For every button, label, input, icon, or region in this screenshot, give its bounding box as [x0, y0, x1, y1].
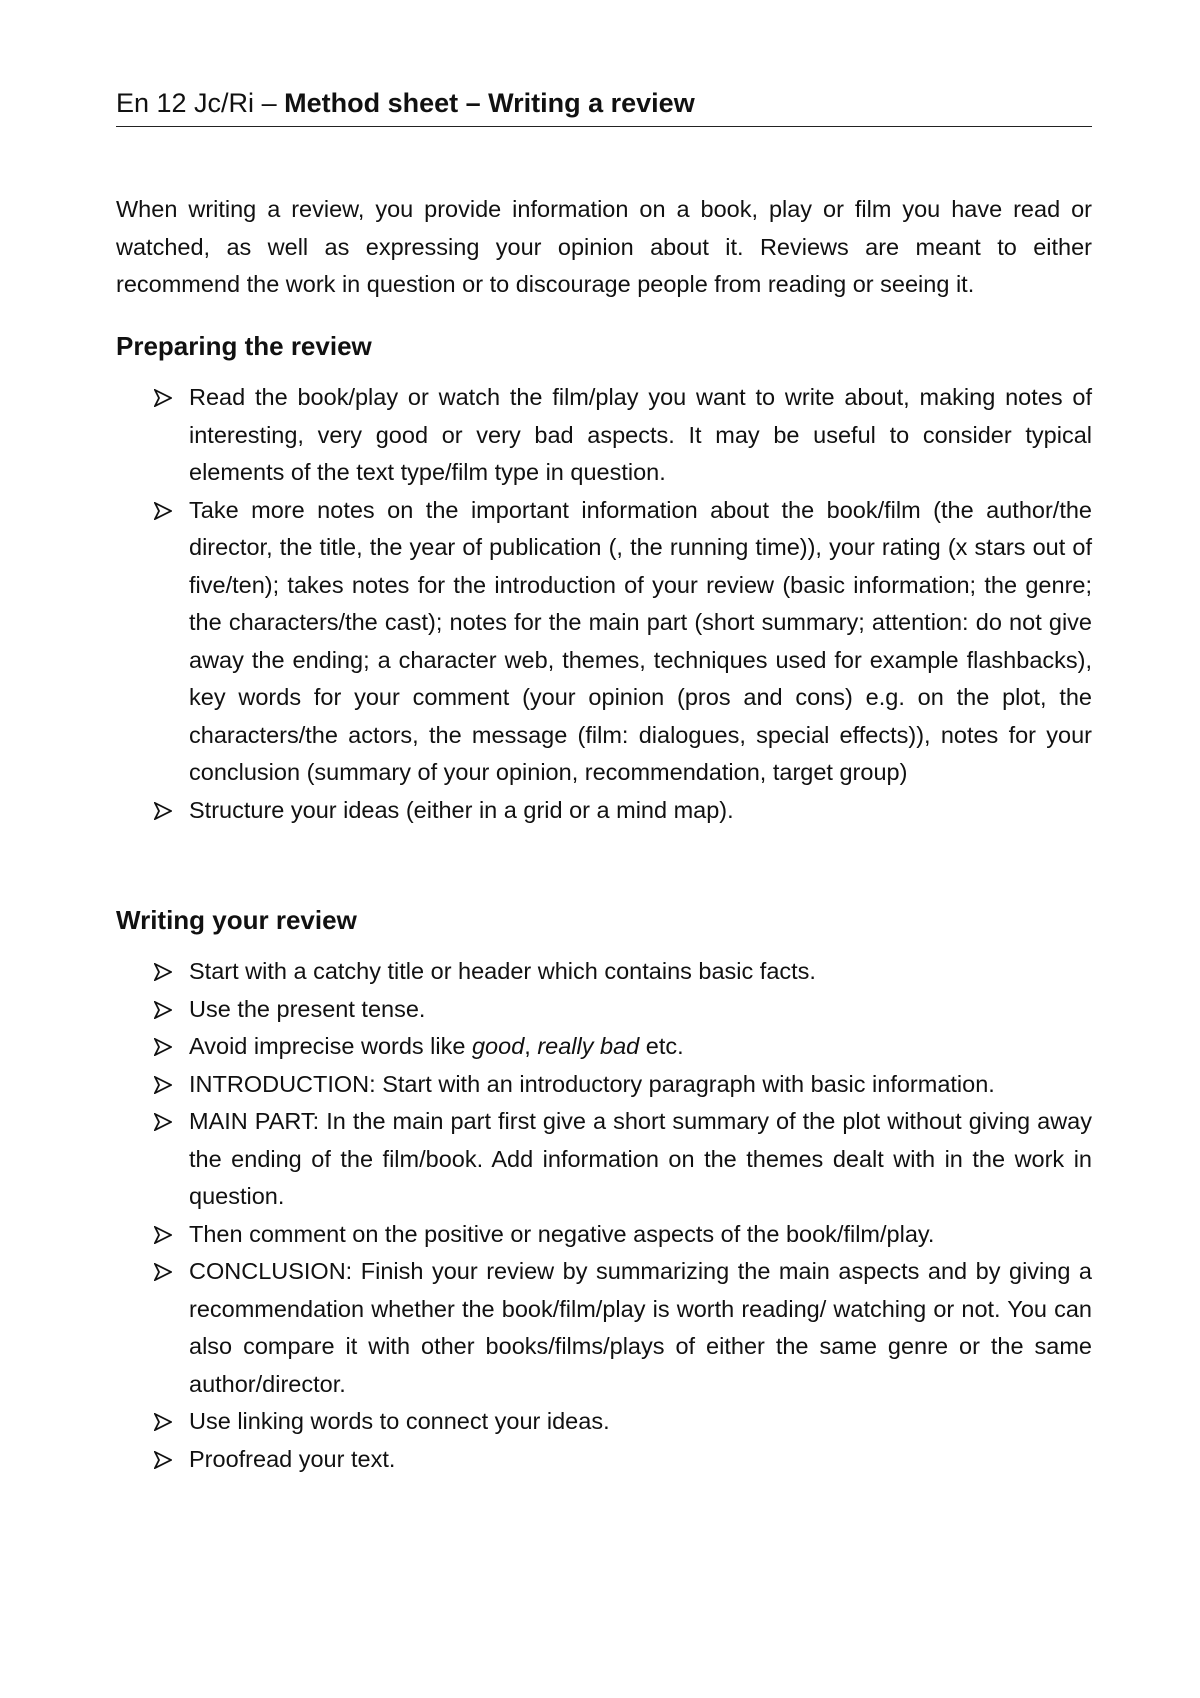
arrow-bullet-icon	[154, 1226, 172, 1244]
list-item	[116, 1066, 1092, 1104]
document-page	[116, 84, 1092, 1478]
list-item-text: Use linking words to connect your ideas.	[189, 1408, 610, 1434]
preparing-list	[116, 379, 1092, 829]
list-item-text	[189, 1033, 684, 1059]
list-item	[116, 1253, 1092, 1403]
arrow-bullet-icon	[154, 1413, 172, 1431]
intro-paragraph: When writing a review, you provide information on a book, play or film you have read or watched, as well as expressing your opinion about it. Reviews are meant to either recommend the work in question or to discourage people from reading or seeing it.	[116, 196, 1092, 297]
course-code: En 12 Jc/Ri	[116, 88, 255, 118]
list-item-text-part: etc.	[639, 1033, 684, 1059]
list-item	[116, 1441, 1092, 1479]
arrow-bullet-icon	[154, 1263, 172, 1281]
list-item-text: INTRODUCTION: Start with an introductory paragraph with basic information.	[189, 1070, 995, 1097]
list-item	[116, 379, 1092, 492]
list-item	[116, 1103, 1092, 1216]
list-item-text: Read the book/play or watch the film/play you want to write about, making notes of interesting, very good or very bad aspects. It may be useful to consider typical elements of the text type/film type in question.	[189, 384, 1092, 485]
list-item	[116, 1403, 1092, 1441]
sheet-type: Method sheet	[284, 88, 459, 118]
arrow-bullet-icon	[154, 963, 172, 981]
header-dash-2: –	[458, 88, 489, 118]
arrow-bullet-icon	[154, 1076, 172, 1094]
arrow-bullet-icon	[154, 1038, 172, 1056]
list-item-text-part: Avoid imprecise words like	[189, 1033, 472, 1059]
sheet-topic: Writing a review	[488, 88, 695, 118]
writing-heading: Writing your review	[116, 905, 357, 935]
arrow-bullet-icon	[154, 502, 172, 520]
list-item-text: MAIN PART: In the main part first give a short summary of the plot without giving away the ending of the film/book. Add information on the themes dealt with in the work in question.	[189, 1108, 1092, 1209]
arrow-bullet-icon	[154, 802, 172, 820]
list-item-text: Take more notes on the important information about the book/film (the author/the director, the title, the year of publication (, the running time)), your rating (x stars out of five/ten); takes notes for the introduction of your review (basic information; the genre; the characters/the cast); notes for the main part (short summary; attention: do not give away the ending; a character web, themes, techniques used for example flashbacks), key words for your comment (your opinion (pros and cons) e.g. on the plot, the characters/the actors, the message (film: dialogues, special effects)), notes for your conclusion (summary of your opinion, recommendation, target group)	[189, 496, 1092, 785]
list-item-text: Start with a catchy title or header which contains basic facts.	[189, 958, 816, 984]
list-item	[116, 991, 1092, 1029]
list-item	[116, 1216, 1092, 1254]
preparing-heading: Preparing the review	[116, 331, 372, 361]
list-item	[116, 953, 1092, 991]
writing-list	[116, 953, 1092, 1478]
list-item-text: Use the present tense.	[189, 995, 426, 1022]
list-item-text: Then comment on the positive or negative aspects of the book/film/play.	[189, 1220, 935, 1247]
arrow-bullet-icon	[154, 389, 172, 407]
list-item-text: Structure your ideas (either in a grid or a mind map).	[189, 796, 734, 823]
page-header	[116, 84, 1092, 127]
example-word-really-bad: really bad	[537, 1033, 640, 1059]
arrow-bullet-icon	[154, 1451, 172, 1469]
list-item-text: Proofread your text.	[189, 1445, 396, 1472]
list-item	[116, 492, 1092, 792]
list-item	[116, 792, 1092, 830]
list-item	[116, 1028, 1092, 1066]
arrow-bullet-icon	[154, 1113, 172, 1131]
header-dash-1: –	[254, 88, 285, 118]
arrow-bullet-icon	[154, 1001, 172, 1019]
example-word-good: good	[471, 1033, 525, 1059]
list-item-text-part: ,	[524, 1033, 538, 1059]
list-item-text: CONCLUSION: Finish your review by summarizing the main aspects and by giving a recommendation whether the book/film/play is worth reading/ watching or not. You can also compare it with other books/films/plays of either the same genre or the same author/director.	[189, 1258, 1092, 1397]
